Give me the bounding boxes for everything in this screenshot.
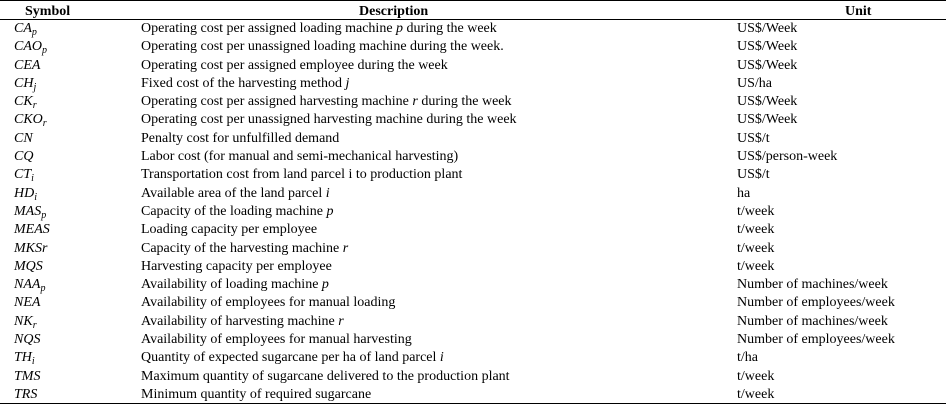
description-cell <box>141 349 444 367</box>
table-body <box>0 20 946 404</box>
description-text: Availability of loading machine <box>141 277 322 293</box>
description-cell <box>141 221 317 239</box>
description-variable: i <box>325 185 330 201</box>
unit-cell: US$/t <box>737 130 770 146</box>
table-row <box>0 386 946 404</box>
unit-cell: t/week <box>737 368 775 384</box>
table-row <box>0 368 946 386</box>
description-variable: j <box>345 75 350 91</box>
table-row <box>0 185 946 203</box>
description-text: Availability of employees for manual loading <box>141 295 396 311</box>
table-row <box>0 221 946 239</box>
table-row <box>0 331 946 349</box>
symbol-text: MEAS <box>14 222 50 238</box>
symbol-cell <box>14 313 37 331</box>
description-text: Operating cost per assigned employee during the week <box>141 57 448 73</box>
symbol-subscript: r <box>32 100 37 112</box>
symbol-cell <box>14 57 40 75</box>
description-cell <box>141 368 510 386</box>
description-text: Availability of harvesting machine <box>141 313 339 329</box>
description-tail: during the week <box>403 21 497 36</box>
symbol-text: CT <box>14 167 32 183</box>
symbol-text: MKSr <box>14 240 48 256</box>
symbol-text: NEA <box>14 295 41 311</box>
description-text: Harvesting capacity per employee <box>141 258 332 274</box>
unit-cell: Number of machines/week <box>737 313 888 329</box>
unit-cell: US$/t <box>737 167 770 183</box>
description-text: Available area of the land parcel <box>141 185 326 201</box>
table-row <box>0 93 946 111</box>
description-cell <box>141 57 448 75</box>
unit-cell: US/ha <box>737 75 772 91</box>
symbol-text: MQS <box>14 258 43 274</box>
description-cell <box>141 294 395 312</box>
symbol-cell <box>14 148 33 166</box>
description-text: Capacity of the loading machine <box>141 203 327 219</box>
symbol-text: MAS <box>14 203 42 219</box>
symbol-cell <box>14 111 47 129</box>
symbol-text: TMS <box>14 368 41 384</box>
symbol-subscript: r <box>42 118 47 130</box>
description-text: Loading capacity per employee <box>141 222 318 238</box>
unit-cell: Number of machines/week <box>737 277 888 293</box>
unit-cell: t/week <box>737 240 775 256</box>
description-variable: i <box>439 350 444 366</box>
table-row <box>0 258 946 276</box>
unit-cell: US$/Week <box>737 94 798 110</box>
symbol-cell <box>14 166 34 184</box>
unit-cell: t/week <box>737 203 775 219</box>
symbol-text: TH <box>14 350 32 366</box>
symbol-cell <box>14 294 40 312</box>
symbol-subscript: i <box>34 191 38 203</box>
table-row <box>0 20 946 38</box>
description-variable: r <box>412 94 418 110</box>
description-text: Operating cost per unassigned harvesting machine during the week <box>141 112 517 128</box>
symbol-text: CAO <box>14 39 42 55</box>
symbol-text: NAA <box>14 277 41 293</box>
header-description: Description <box>359 4 429 19</box>
symbol-cell <box>14 386 37 404</box>
unit-cell: US$/Week <box>737 39 798 55</box>
symbol-cell <box>14 185 37 203</box>
description-cell <box>141 38 504 56</box>
symbol-subscript: i <box>31 173 34 185</box>
description-cell <box>141 166 462 184</box>
symbol-text: NQS <box>14 332 41 348</box>
symbol-text: CEA <box>14 57 41 73</box>
description-cell <box>141 130 339 148</box>
symbol-text: CN <box>14 130 33 146</box>
symbol-text: NK <box>14 313 33 329</box>
description-cell <box>141 240 348 258</box>
description-cell <box>141 331 412 349</box>
symbol-cell <box>14 130 33 148</box>
symbol-text: CH <box>14 75 34 91</box>
unit-cell: US$/Week <box>737 21 798 36</box>
table-row <box>0 313 946 331</box>
table-row <box>0 349 946 367</box>
symbol-cell <box>14 20 37 38</box>
symbol-subscript: p <box>41 209 47 221</box>
symbol-subscript: p <box>40 283 46 295</box>
symbol-subscript: i <box>31 356 35 368</box>
description-text: Availability of employees for manual harvesting <box>141 332 412 348</box>
description-text: Quantity of expected sugarcane per ha of land parcel <box>141 350 440 366</box>
symbol-subscript: j <box>33 81 37 93</box>
description-cell <box>141 276 329 294</box>
unit-cell: ha <box>737 185 751 201</box>
unit-cell: t/ha <box>737 350 758 366</box>
description-variable: p <box>321 277 329 293</box>
description-cell <box>141 313 344 331</box>
symbol-text: HD <box>14 185 35 201</box>
description-cell <box>141 203 333 221</box>
description-text: Operating cost per assigned loading machine <box>141 21 397 36</box>
symbol-cell <box>14 368 40 386</box>
symbol-text: CKO <box>14 112 43 128</box>
description-text: Penalty cost for unfulfilled demand <box>141 130 340 146</box>
description-text: Operating cost per unassigned loading machine during the week. <box>141 39 504 55</box>
description-text: Maximum quantity of sugarcane delivered to the production plant <box>141 368 510 384</box>
symbol-cell <box>14 38 47 56</box>
table-row <box>0 38 946 56</box>
unit-cell: t/week <box>737 386 775 402</box>
table-top-rule <box>0 0 946 1</box>
description-text: Fixed cost of the harvesting method <box>141 75 346 91</box>
description-text: Transportation cost from land parcel i to production plant <box>141 167 463 183</box>
unit-cell: t/week <box>737 258 775 274</box>
description-cell <box>141 93 512 111</box>
symbol-cell <box>14 203 46 221</box>
symbol-cell <box>14 258 43 276</box>
symbol-cell <box>14 276 45 294</box>
description-text: Capacity of the harvesting machine <box>141 240 343 256</box>
unit-cell: US$/Week <box>737 57 798 73</box>
description-tail: during the week <box>417 94 512 110</box>
table-row <box>0 57 946 75</box>
description-variable: p <box>326 203 334 219</box>
symbol-cell <box>14 93 37 111</box>
unit-cell: Number of employees/week <box>737 332 895 348</box>
unit-cell: Number of employees/week <box>737 295 895 311</box>
description-cell <box>141 185 330 203</box>
description-cell <box>141 75 349 93</box>
table-row <box>0 130 946 148</box>
symbol-text: CK <box>14 94 33 110</box>
description-cell <box>141 20 497 38</box>
table-row <box>0 148 946 166</box>
table-row <box>0 240 946 258</box>
symbol-subscript: p <box>42 45 47 57</box>
unit-cell: t/week <box>737 222 775 238</box>
header-unit: Unit <box>845 4 872 19</box>
header-symbol: Symbol <box>25 4 71 19</box>
table-row <box>0 111 946 129</box>
unit-cell: US$/Week <box>737 112 798 128</box>
symbol-text: CA <box>14 21 32 36</box>
description-text: Minimum quantity of required sugarcane <box>141 386 372 402</box>
table-row <box>0 294 946 312</box>
table-row <box>0 276 946 294</box>
table-row <box>0 75 946 93</box>
symbol-cell <box>14 349 35 367</box>
symbol-text: CQ <box>14 149 34 165</box>
table-bottom-rule <box>0 403 946 404</box>
symbol-cell <box>14 331 40 349</box>
description-cell <box>141 386 371 404</box>
symbol-subscript: p <box>31 27 37 38</box>
description-text: Operating cost per assigned harvesting machine <box>141 94 413 110</box>
symbol-cell <box>14 75 36 93</box>
description-variable: r <box>338 313 344 329</box>
description-variable: p <box>396 21 404 36</box>
table-row <box>0 166 946 184</box>
description-cell <box>141 111 517 129</box>
description-cell <box>141 148 458 166</box>
description-variable: r <box>342 240 349 256</box>
symbol-cell <box>14 221 50 239</box>
table-row <box>0 203 946 221</box>
description-cell <box>141 258 332 276</box>
description-text: Labor cost (for manual and semi-mechanical harvesting) <box>141 149 459 165</box>
symbol-subscript: r <box>32 319 37 331</box>
symbol-text: TRS <box>14 386 38 402</box>
symbol-cell <box>14 240 47 258</box>
unit-cell: US$/person-week <box>737 149 838 165</box>
